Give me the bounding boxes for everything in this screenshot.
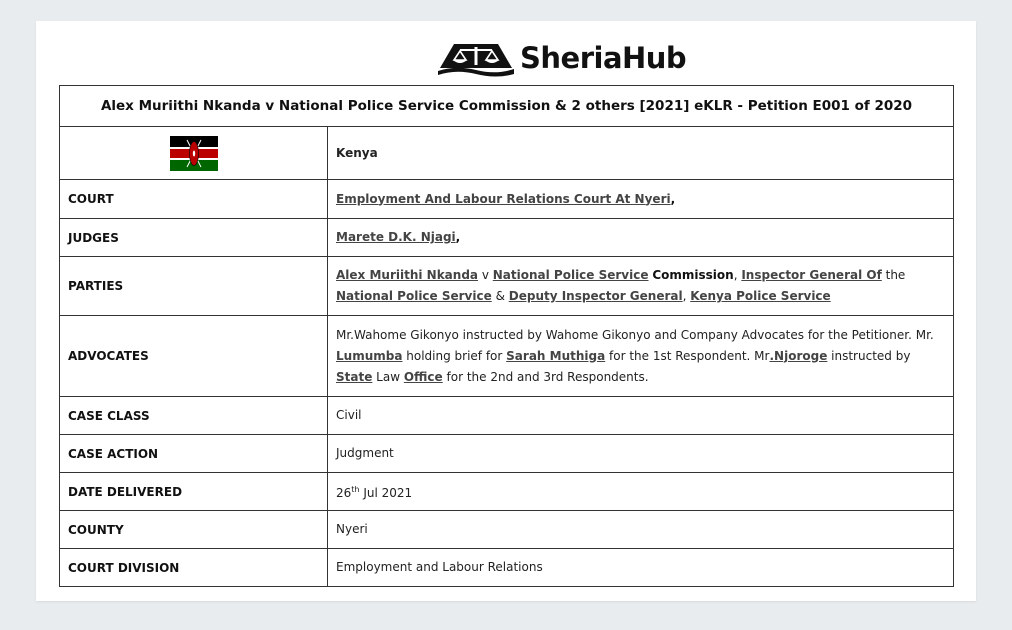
party-link-deputy-ig[interactable]: Deputy Inspector General — [508, 289, 683, 303]
parties-text: the — [881, 268, 906, 282]
parties-value — [328, 257, 954, 316]
judges-value — [328, 219, 954, 257]
court-division-value: Employment and Labour Relations — [328, 549, 954, 587]
case-details-table — [59, 85, 954, 587]
advocates-row — [60, 316, 954, 397]
date-delivered-value — [328, 473, 954, 511]
party-link-petitioner[interactable]: Alex Muriithi Nkanda — [336, 268, 479, 282]
date-delivered-row — [60, 473, 954, 511]
party-link-nps-2[interactable]: National Police Service — [336, 289, 492, 303]
brand-name: SheriaHub — [520, 40, 687, 75]
court-link[interactable]: Employment And Labour Relations Court At Nyeri — [336, 191, 671, 206]
advocates-text: Law — [372, 369, 404, 384]
title-row — [60, 86, 954, 127]
advocate-link-lumumba[interactable]: Lumumba — [336, 348, 403, 363]
judges-suffix: , — [455, 230, 461, 244]
date-rest: Jul 2021 — [359, 486, 413, 500]
advocate-link-office[interactable]: Office — [403, 369, 443, 384]
kenya-flag-icon — [170, 136, 218, 171]
advocate-link-njoroge[interactable]: .Njoroge — [769, 348, 828, 363]
date-day: 26 — [336, 486, 352, 500]
case-action-label: CASE ACTION — [60, 435, 328, 473]
case-card — [36, 21, 976, 601]
parties-text: v — [478, 268, 493, 282]
date-delivered-label: DATE DELIVERED — [60, 473, 328, 511]
court-row — [60, 180, 954, 219]
parties-text: & — [491, 289, 509, 303]
parties-text: , — [682, 289, 691, 303]
court-suffix: , — [670, 191, 676, 206]
party-commission: Commission — [652, 268, 734, 282]
country-row — [60, 127, 954, 180]
party-link-kps[interactable]: Kenya Police Service — [690, 289, 831, 303]
county-value: Nyeri — [328, 511, 954, 549]
court-label: COURT — [60, 180, 328, 219]
advocates-text: holding brief for — [402, 348, 507, 363]
case-class-value: Civil — [328, 397, 954, 435]
advocate-link-state[interactable]: State — [336, 369, 373, 384]
county-row — [60, 511, 954, 549]
sheriahub-logo[interactable] — [436, 37, 686, 79]
flag-cell — [60, 127, 328, 180]
court-value — [328, 180, 954, 219]
court-division-row — [60, 549, 954, 587]
county-label: COUNTY — [60, 511, 328, 549]
parties-row — [60, 257, 954, 316]
parties-text: , — [733, 268, 742, 282]
advocates-label: ADVOCATES — [60, 316, 328, 397]
date-ordinal: th — [351, 485, 360, 494]
case-action-row — [60, 435, 954, 473]
party-link-nps[interactable]: National Police Service — [492, 268, 649, 282]
court-division-label: COURT DIVISION — [60, 549, 328, 587]
country-name: Kenya — [328, 127, 954, 180]
advocates-text: Mr.Wahome Gikonyo instructed by Wahome Gikonyo and Company Advocates for the Petitioner. Mr. — [336, 327, 934, 342]
case-class-label: CASE CLASS — [60, 397, 328, 435]
advocates-value — [328, 316, 954, 397]
advocate-link-sarah-muthiga[interactable]: Sarah Muthiga — [506, 348, 606, 363]
advocates-text: instructed by — [827, 348, 911, 363]
party-link-inspector-general[interactable]: Inspector General Of — [741, 268, 882, 282]
case-class-row — [60, 397, 954, 435]
scales-of-justice-icon — [436, 38, 516, 78]
advocates-text: for the 2nd and 3rd Respondents. — [442, 369, 649, 384]
parties-label: PARTIES — [60, 257, 328, 316]
judge-link[interactable]: Marete D.K. Njagi — [336, 230, 456, 244]
judges-label: JUDGES — [60, 219, 328, 257]
case-action-value: Judgment — [328, 435, 954, 473]
case-title: Alex Muriithi Nkanda v National Police Service Commission & 2 others [2021] eKLR - Petition E001 of 2020 — [60, 86, 954, 127]
judges-row — [60, 219, 954, 257]
advocates-text: for the 1st Respondent. Mr — [605, 348, 770, 363]
